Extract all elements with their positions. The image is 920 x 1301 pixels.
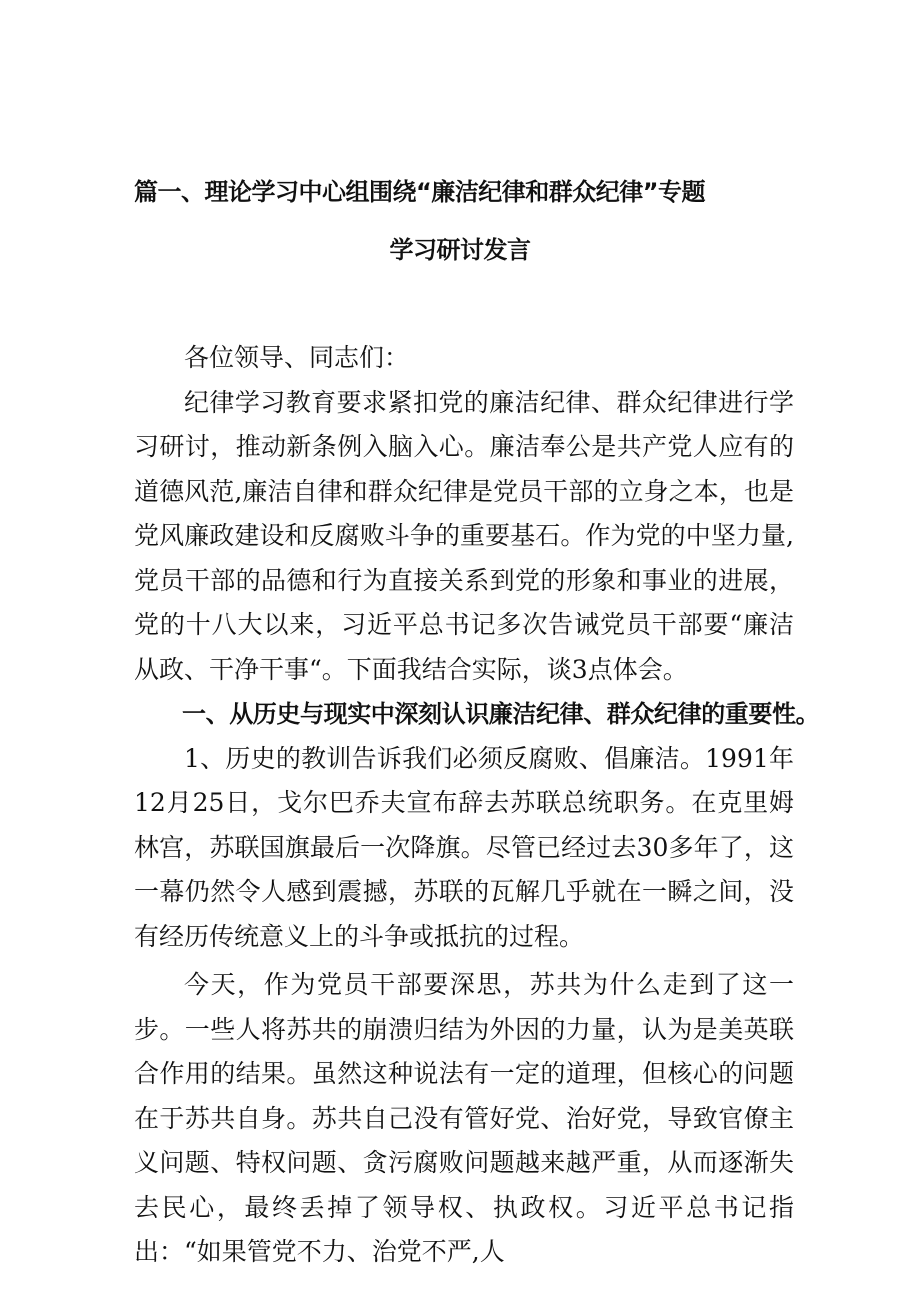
reflection-paragraph: 今天，作为党员干部要深思，苏共为什么走到了这一步。一些人将苏共的崩溃归结为外因的力量，认为是美英联合作用的结果。虽然这种说法有一定的道理，但核心的问题在于苏共自身。苏共自己没有管好党、治好党，导致官僚主义问题、特权问题、贪污腐败问题越来越严重，从而逐渐失去民心，最终丢掉了领导权、执政权。习近平总书记指出：“如果管党不力、治党不严,人 bbox=[134, 970, 794, 1266]
history-paragraph: 1、历史的教训告诉我们必须反腐败、倡廉洁。1991年12月25日，戈尔巴乔夫宣布辞去苏联总统职务。在克里姆林宫，苏联国旗最后一次降旗。尽管已经过去30多年了，这一幕仍然令人感到震撼，苏联的瓦解几乎就在一瞬之间，没有经历传统意义上的斗争或抵抗的过程。 bbox=[134, 743, 794, 951]
section-heading: 一、从历史与现实中深刻认识廉洁纪律、群众纪律的重要性。 bbox=[182, 700, 820, 728]
intro-paragraph: 纪律学习教育要求紧扣党的廉洁纪律、群众纪律进行学习研讨，推动新条例入脑入心。廉洁奉公是共产党人应有的道德风范,廉洁自律和群众纪律是党员干部的立身之本，也是党风廉政建设和反腐败斗争的重要基石。作为党的中坚力量,党员干部的品德和行为直接关系到党的形象和事业的进展，党的十八大以来，习近平总书记多次告诫党员干部要“廉洁从政、干净干事“。下面我结合实际，谈3点体会。 bbox=[134, 387, 794, 684]
document-body bbox=[134, 336, 820, 1275]
document-title-line-2: 学习研讨发言 bbox=[389, 236, 531, 264]
document-title-line-1: 篇一、理论学习中心组围绕“廉洁纪律和群众纪律”专题 bbox=[134, 178, 706, 206]
salutation-paragraph: 各位领导、同志们： bbox=[184, 343, 410, 372]
